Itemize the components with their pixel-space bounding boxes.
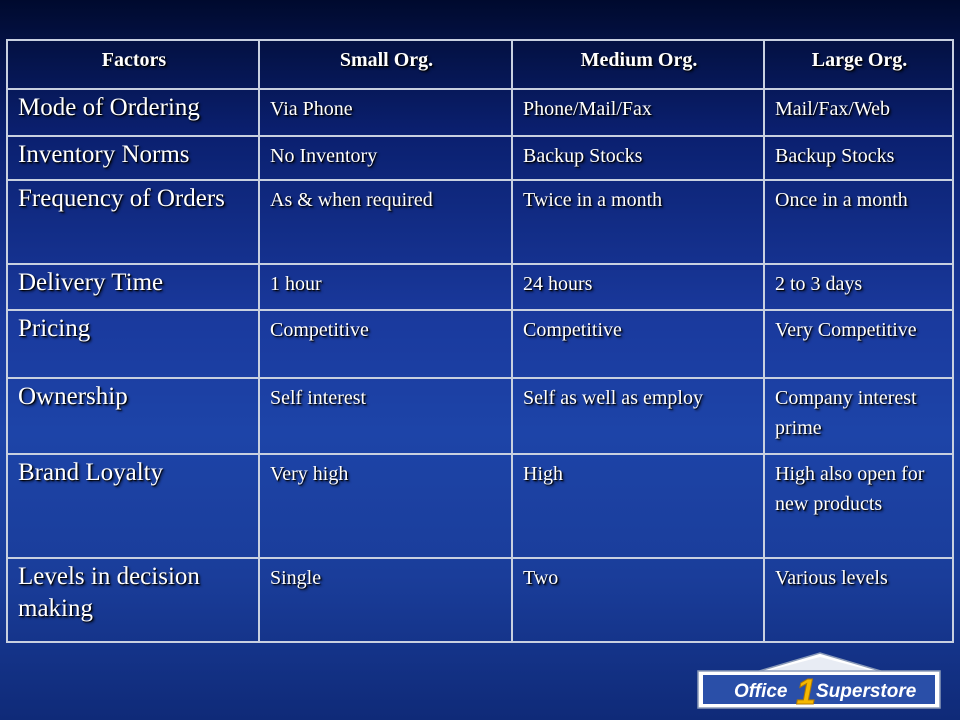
factor-cell: Ownership [7,378,259,454]
small-org-cell: As & when required [259,180,512,264]
small-org-cell: 1 hour [259,264,512,310]
factor-cell: Inventory Norms [7,136,259,180]
header-medium-org: Medium Org. [512,40,764,89]
medium-org-cell: Self as well as employ [512,378,764,454]
factor-cell: Delivery Time [7,264,259,310]
table-row [7,264,953,310]
large-org-cell: Various levels [764,558,953,642]
medium-org-cell: 24 hours [512,264,764,310]
office1-superstore-logo [696,652,942,710]
factor-cell: Frequency of Orders [7,180,259,264]
large-org-cell: 2 to 3 days [764,264,953,310]
table-row [7,310,953,378]
small-org-cell: Via Phone [259,89,512,136]
header-large-org: Large Org. [764,40,953,89]
small-org-cell: Single [259,558,512,642]
large-org-cell: Company interest prime [764,378,953,454]
table-row [7,180,953,264]
medium-org-cell: Phone/Mail/Fax [512,89,764,136]
large-org-cell: Mail/Fax/Web [764,89,953,136]
large-org-cell: High also open for new products [764,454,953,558]
factor-cell: Pricing [7,310,259,378]
logo-graphic [696,652,942,710]
table-row [7,558,953,642]
comparison-table [6,39,954,643]
medium-org-cell: Two [512,558,764,642]
header-row [7,40,953,89]
table-row [7,454,953,558]
table-row [7,89,953,136]
small-org-cell: Very high [259,454,512,558]
small-org-cell: Self interest [259,378,512,454]
factor-cell: Levels in decision making [7,558,259,642]
small-org-cell: Competitive [259,310,512,378]
comparison-table-container [6,39,952,637]
large-org-cell: Very Competitive [764,310,953,378]
factor-cell: Brand Loyalty [7,454,259,558]
medium-org-cell: High [512,454,764,558]
header-factors: Factors [7,40,259,89]
medium-org-cell: Competitive [512,310,764,378]
logo-numeral: 1 [796,671,817,710]
factor-cell: Mode of Ordering [7,89,259,136]
logo-text-office: Office [734,681,788,702]
small-org-cell: No Inventory [259,136,512,180]
medium-org-cell: Twice in a month [512,180,764,264]
medium-org-cell: Backup Stocks [512,136,764,180]
table-row [7,136,953,180]
logo-text-superstore: Superstore [816,681,917,702]
header-small-org: Small Org. [259,40,512,89]
large-org-cell: Once in a month [764,180,953,264]
table-row [7,378,953,454]
large-org-cell: Backup Stocks [764,136,953,180]
